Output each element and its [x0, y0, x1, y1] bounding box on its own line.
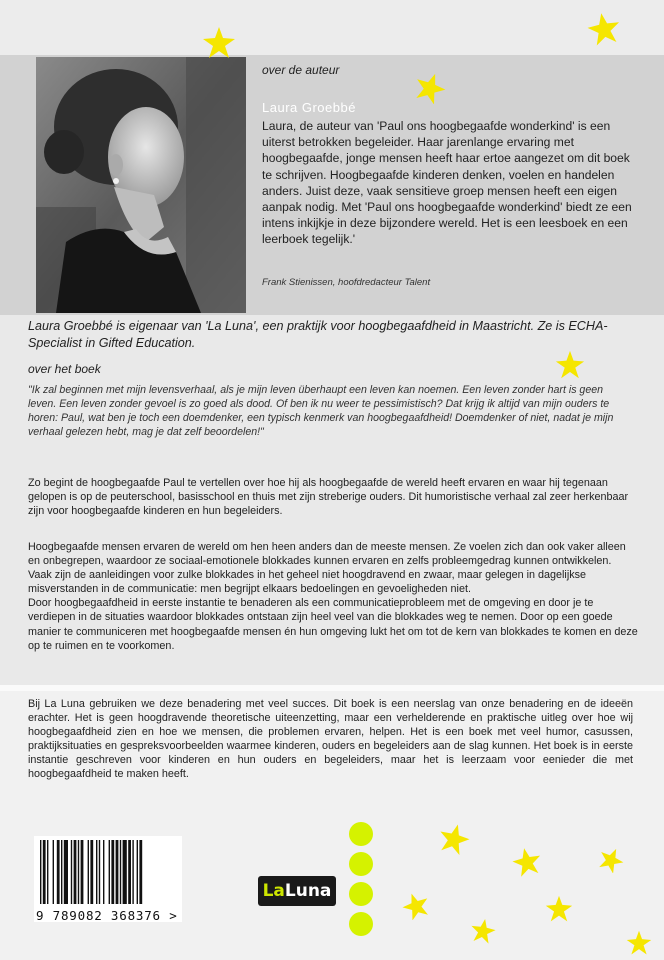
star-icon — [470, 918, 496, 944]
star-icon — [598, 847, 624, 873]
quote-credit: Frank Stienissen, hoofdredacteur Talent — [262, 277, 431, 288]
star-icon — [626, 930, 652, 956]
logo-dot-3 — [349, 882, 373, 906]
owner-statement: Laura Groebbé is eigenaar van 'La Luna', een praktijk voor hoogbegaafdheid in Maastricht. Ze is ECHA-Specialist in Gifted Education. — [28, 319, 608, 350]
author-heading: over de auteur — [262, 63, 340, 77]
logo-dot-2 — [349, 852, 373, 876]
star-icon — [402, 892, 430, 920]
author-photo — [36, 57, 246, 313]
book-paragraph-2: Hoogbegaafde mensen ervaren de wereld om hen heen anders dan de meeste mensen. Ze voelen zich dan ook vaker alleen en onbegrepen, waardoor ze sociaal-emotionele blokkades kunnen ervaren en zelfs probleemgedrag kunnen ontwikkelen. Vaak zijn de aanleidingen voor zulke blokkades in het geheel niet hoogdravend en zwaar, maar gelegen in dagelijkse misverstanden in de communicatie: men begrijpt elkaars bedoelingen en gevoeligheden niet. Door hoogbegaafdheid in eerste instantie te benaderen als een communicatieprobleem met de omgeving en door je te verdiepen in de situaties waardoor blokkades ontstaan zijn heel veel van die blokkades weg te nemen. Door op een goede manier te communiceren met hoogbegaafde mensen én hun omgeving lukt het om tot de kern van blokkades te komen en deze op te ruimen en te voorkomen. — [28, 541, 638, 652]
author-description: Laura, de auteur van 'Paul ons hoogbegaafde wonderkind' is een uiterst betrokken begeleider. Haar jarenlange ervaring met hoogbegaafde, jonge mensen heeft haar ertoe aangezet om dit boek te schrijven. Hoogbegaafde kinderen denken, voelen en handelen anders. Juist deze, vaak sensitieve groep mensen heeft een eigen aanpak nodig. Met 'Paul ons hoogbegaafde wonderkind' biedt ze een intens inkijkje in deze bijzondere wereld. Het is een leesboek en een leerboek tegelijk.' — [262, 119, 632, 247]
star-icon — [414, 72, 446, 104]
logo-dot-1 — [349, 822, 373, 846]
barcode-bars — [34, 836, 182, 908]
book-quote: "Ik zal beginnen met mijn levensverhaal, als je mijn leven überhaupt een leven kan noemen. Een leven zonder hart is geen leven. Een leven zonder gevoel is zo goed als dood. Of ben ik nu weer te pessimistisch? Dat krijg ik altijd van mijn ouders te horen: Paul, wat ben je toch een doemdenker, een typisch kenmerk van hoogbegaafdheid! Doemdenker of niet, nadat je mijn verhaal gelezen hebt, mag je dat zelf beoordelen!" — [28, 384, 614, 439]
la-luna-logo — [258, 876, 336, 906]
star-icon — [587, 12, 621, 46]
divider — [0, 685, 664, 691]
book-paragraph-3: Bij La Luna gebruiken we deze benadering met veel succes. Dit boek is een neerslag van onze benadering en de ideeën erachter. Het is geen hoogdravende theoretische uiteenzetting, maar een verhelderende en praktische uitleg over hoe wij hoogbegaafdheid zien en hoe we mensen, die problemen ervaren, helpen. Het is een boek met veel humor, casussen, praktijksituaties en gespreksvoorbeelden waarmee kinderen, ouders en begeleiders aan de slag kunnen. Het boek is in eerste instantie geschreven voor kinderen en hun ouders en begeleiders, maar het is leerzaam voor eenieder die met hoogbegaafdheid te maken heeft. — [28, 698, 633, 781]
book-heading: over het boek — [28, 362, 101, 376]
logo-dot-4 — [349, 912, 373, 936]
top-band — [0, 0, 664, 55]
book-paragraph-1: Zo begint de hoogbegaafde Paul te vertellen over hoe hij als hoogbegaafde de wereld heeft ervaren en waar hij tegenaan gelopen is op de peuterschool, basisschool en thuis met zijn streberige ouders. Dit humoristische verhaal zal zeer herkenbaar zijn voor hoogbegaafde kinderen en hun begeleiders. — [28, 477, 629, 518]
star-icon — [512, 847, 542, 877]
isbn-digits: 9 789082 368376 > — [36, 908, 178, 923]
star-icon — [202, 26, 236, 60]
star-icon — [555, 350, 585, 380]
logo-text-luna: Luna — [284, 881, 332, 901]
star-icon — [438, 823, 470, 855]
logo-text-la: La — [262, 881, 285, 901]
star-icon — [545, 895, 573, 923]
author-name: Laura Groebbé — [262, 100, 356, 115]
